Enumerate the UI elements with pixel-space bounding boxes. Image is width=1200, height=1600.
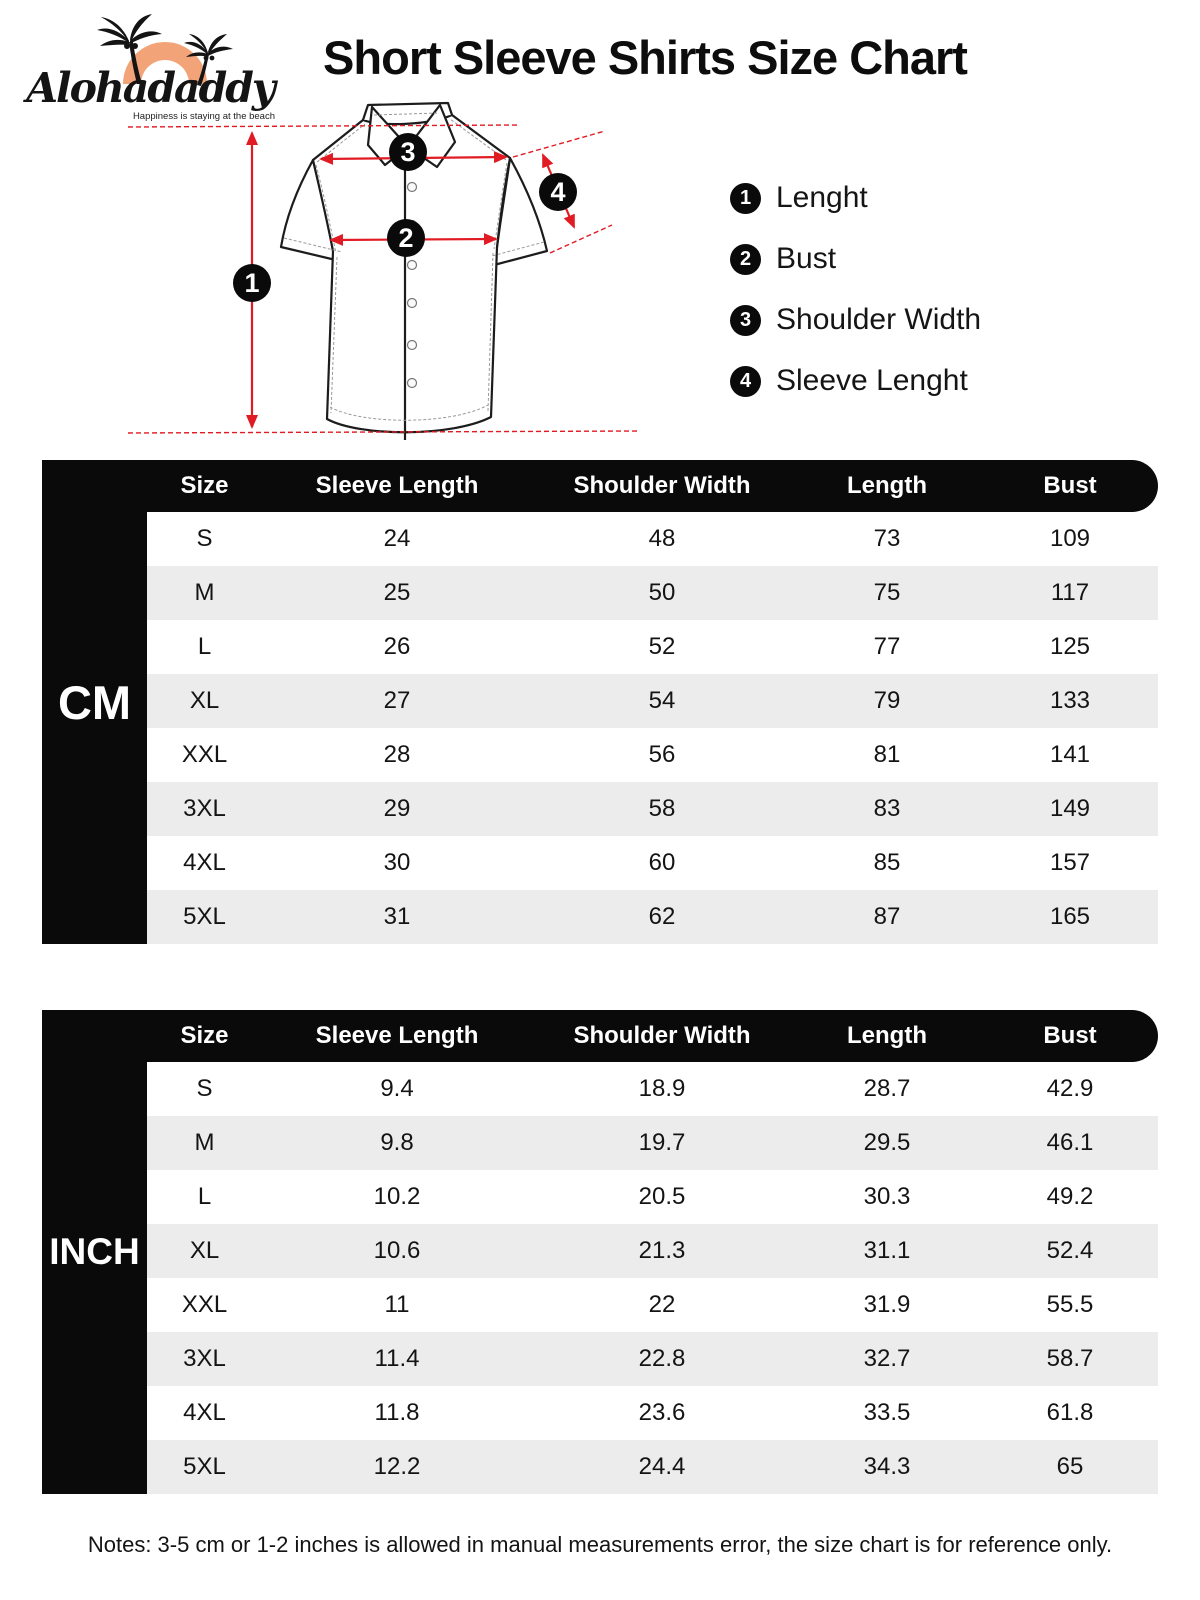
table-cell: 52.4 <box>1046 1237 1094 1264</box>
column-header: Sleeve Length <box>315 1022 479 1049</box>
table-row <box>147 620 1158 674</box>
brand-tagline: Happiness is staying at the beach <box>132 111 275 122</box>
column-header: Bust <box>1043 472 1097 499</box>
table-cell: 9.8 <box>380 1129 414 1156</box>
callout-3 <box>389 133 427 171</box>
notes-text: Notes: 3-5 cm or 1-2 inches is allowed in manual measurements error, the size chart is for reference only. <box>87 1532 1113 1557</box>
callout-1 <box>233 264 271 302</box>
table-cell: XL <box>189 687 220 714</box>
table-row <box>147 512 1158 566</box>
brand-name: Alohadaddy <box>26 64 274 112</box>
shirt-measurement-diagram <box>100 95 660 455</box>
page-title: Short Sleeve Shirts Size Chart <box>323 31 967 84</box>
table-cell: 3XL <box>183 1345 226 1372</box>
column-header: Length <box>847 472 927 499</box>
table-cell: 73 <box>873 525 901 552</box>
table-cell: L <box>197 633 212 660</box>
table-cell: 56 <box>648 741 676 768</box>
legend-item-shoulder-width <box>730 302 981 338</box>
table-cell: 61.8 <box>1046 1399 1094 1426</box>
svg-text:4: 4 <box>550 177 566 207</box>
table-cell: 62 <box>648 903 676 930</box>
table-row <box>147 782 1158 836</box>
table-row <box>147 674 1158 728</box>
table-cell: M <box>194 1129 215 1156</box>
table-cell: 58 <box>648 795 676 822</box>
table-cell: S <box>196 525 213 552</box>
table-cell: 42.9 <box>1046 1075 1094 1102</box>
table-cell: 10.2 <box>373 1183 421 1210</box>
table-row <box>147 1170 1158 1224</box>
table-body <box>147 1062 1158 1494</box>
table-cell: 28 <box>383 741 411 768</box>
table-cell: XXL <box>181 1291 228 1318</box>
legend-num-3: 3 <box>730 305 761 336</box>
table-header-row <box>42 460 1158 512</box>
table-row <box>147 1440 1158 1494</box>
table-cell: 29 <box>383 795 411 822</box>
table-cell: 25 <box>383 579 411 606</box>
table-cell: 49.2 <box>1046 1183 1094 1210</box>
table-cell: 65 <box>1056 1453 1084 1480</box>
table-cell: 58.7 <box>1046 1345 1094 1372</box>
column-header: Sleeve Length <box>315 472 479 499</box>
table-row <box>147 566 1158 620</box>
table-cell: 85 <box>873 849 901 876</box>
table-row <box>147 1386 1158 1440</box>
column-header: Length <box>847 1022 927 1049</box>
table-cell: 9.4 <box>380 1075 414 1102</box>
table-row <box>147 1278 1158 1332</box>
column-header: Size <box>180 1022 229 1049</box>
table-cell: 20.5 <box>638 1183 686 1210</box>
column-header: Bust <box>1043 1022 1097 1049</box>
table-cell: 4XL <box>183 1399 226 1426</box>
table-cell: 12.2 <box>373 1453 421 1480</box>
table-cell: 30 <box>383 849 411 876</box>
table-row <box>147 1116 1158 1170</box>
legend-num-2: 2 <box>730 244 761 275</box>
table-cell: L <box>197 1183 212 1210</box>
table-cell: 29.5 <box>863 1129 911 1156</box>
column-header: Shoulder Width <box>573 1022 751 1049</box>
unit-sidebar <box>42 1010 147 1494</box>
size-table-inch <box>42 1010 1158 1494</box>
legend-label: Bust <box>776 242 837 275</box>
table-cell: 10.6 <box>373 1237 421 1264</box>
table-cell: 141 <box>1049 741 1091 768</box>
table-cell: 52 <box>648 633 676 660</box>
size-table-cm <box>42 460 1158 944</box>
table-cell: 24.4 <box>638 1453 686 1480</box>
table-cell: 46.1 <box>1046 1129 1094 1156</box>
table-cell: 54 <box>648 687 676 714</box>
table-cell: 87 <box>873 903 901 930</box>
table-cell: 19.7 <box>638 1129 686 1156</box>
table-cell: 26 <box>383 633 411 660</box>
table-cell: 81 <box>873 741 901 768</box>
table-cell: 3XL <box>183 795 226 822</box>
table-cell: 24 <box>383 525 411 552</box>
table-cell: 60 <box>648 849 676 876</box>
table-cell: 11 <box>384 1291 410 1318</box>
table-cell: 165 <box>1049 903 1091 930</box>
table-cell: 28.7 <box>863 1075 911 1102</box>
table-cell: 31 <box>383 903 411 930</box>
table-cell: 125 <box>1049 633 1091 660</box>
legend-item-sleeve-length <box>730 363 981 399</box>
table-row <box>147 1224 1158 1278</box>
table-cell: 23.6 <box>638 1399 686 1426</box>
table-cell: 34.3 <box>863 1453 911 1480</box>
legend-label: Sleeve Lenght <box>776 364 968 397</box>
table-row <box>147 890 1158 944</box>
table-cell: 157 <box>1049 849 1091 876</box>
table-body <box>147 512 1158 944</box>
svg-text:3: 3 <box>400 137 416 167</box>
table-row <box>147 728 1158 782</box>
table-cell: 4XL <box>183 849 226 876</box>
table-header-row <box>42 1010 1158 1062</box>
table-row <box>147 1332 1158 1386</box>
unit-label: INCH <box>49 1231 140 1272</box>
table-cell: 21.3 <box>638 1237 686 1264</box>
table-cell: 30.3 <box>863 1183 911 1210</box>
table-cell: 83 <box>873 795 901 822</box>
table-cell: 133 <box>1049 687 1091 714</box>
table-cell: 32.7 <box>863 1345 911 1372</box>
table-cell: 77 <box>873 633 901 660</box>
table-cell: 33.5 <box>863 1399 911 1426</box>
legend-num-1: 1 <box>730 183 761 214</box>
table-cell: 79 <box>873 687 901 714</box>
svg-text:1: 1 <box>244 268 260 298</box>
table-cell: 11.8 <box>374 1399 420 1426</box>
column-header: Size <box>180 472 229 499</box>
table-cell: 18.9 <box>638 1075 686 1102</box>
table-cell: XL <box>189 1237 220 1264</box>
table-row <box>147 836 1158 890</box>
unit-label: CM <box>57 675 132 729</box>
table-cell: 117 <box>1050 579 1090 606</box>
measurement-legend <box>730 180 981 399</box>
legend-item-bust <box>730 241 981 277</box>
svg-text:2: 2 <box>398 223 414 253</box>
table-cell: 5XL <box>183 903 226 930</box>
table-cell: 27 <box>383 687 411 714</box>
legend-num-4: 4 <box>730 366 761 397</box>
table-cell: 50 <box>648 579 676 606</box>
table-cell: S <box>196 1075 213 1102</box>
table-cell: 31.1 <box>863 1237 911 1264</box>
table-cell: 5XL <box>183 1453 226 1480</box>
table-cell: 22.8 <box>638 1345 686 1372</box>
callout-4 <box>539 173 577 211</box>
legend-item-length <box>730 180 981 216</box>
callout-2 <box>387 219 425 257</box>
table-cell: 11.4 <box>374 1345 420 1372</box>
table-row <box>147 1062 1158 1116</box>
table-cell: 48 <box>648 525 676 552</box>
table-cell: XXL <box>181 741 228 768</box>
unit-sidebar <box>42 460 147 944</box>
column-header: Shoulder Width <box>573 472 751 499</box>
table-cell: 75 <box>873 579 901 606</box>
table-cell: 149 <box>1049 795 1091 822</box>
legend-label: Shoulder Width <box>776 303 982 336</box>
legend-label: Lenght <box>776 181 868 214</box>
table-cell: 55.5 <box>1046 1291 1094 1318</box>
table-cell: 22 <box>648 1291 676 1318</box>
table-cell: 31.9 <box>863 1291 911 1318</box>
table-cell: 109 <box>1049 525 1091 552</box>
table-cell: M <box>194 579 215 606</box>
